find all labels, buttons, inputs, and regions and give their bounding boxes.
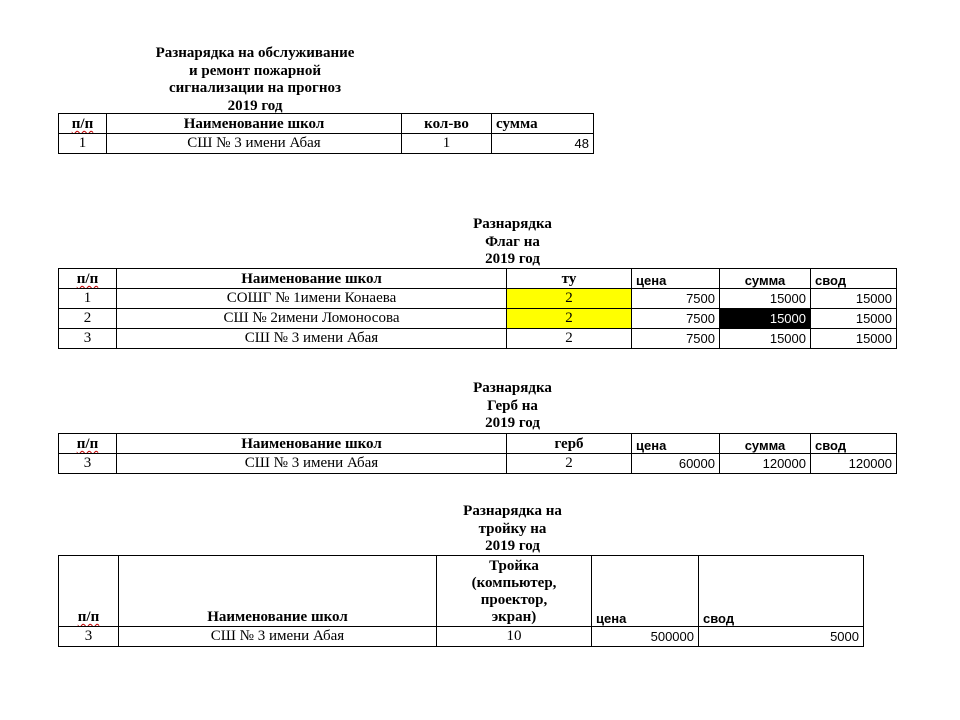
header-school: Наименование школ [117,434,507,454]
header-sum: сумма [492,114,594,134]
cell-school: СОШГ № 1имени Конаева [226,290,397,306]
header-sum: сумма [720,434,811,454]
cell-num[interactable]: 3 [59,627,119,647]
header-qty: кол-во [402,114,492,134]
table-header-row [59,434,897,454]
header-qty: ту [507,269,632,289]
cell-num[interactable]: 1 [59,134,107,154]
cell-qty[interactable]: 2 [507,289,632,309]
cell-price[interactable]: 60000 [632,454,720,474]
cell-school[interactable]: СШ № 3 имени Абая [117,329,507,349]
cell-num[interactable]: 3 [59,329,117,349]
cell-num[interactable]: 1 [59,289,117,309]
header-num: п/п [71,116,94,132]
cell-qty[interactable]: 2 [507,454,632,474]
header-sum: сумма [720,269,811,289]
header-total: свод [811,434,897,454]
cell-school[interactable]: СШ № 2имени Ломоносова [117,309,507,329]
header-total: свод [699,556,864,627]
cell-total[interactable]: 15000 [811,309,897,329]
cell-total[interactable]: 5000 [699,627,864,647]
section1-table [58,113,594,154]
cell-qty[interactable]: 1 [402,134,492,154]
table-row [59,309,897,329]
header-school: Наименование школ [117,269,507,289]
cell-sum[interactable]: 48 [492,134,594,154]
table-row [59,289,897,309]
section3-table [58,433,897,474]
header-price: цена [632,269,720,289]
cell-sum[interactable]: 15000 [720,289,811,309]
header-num: п/п [76,436,99,452]
header-school: Наименование школ [107,114,402,134]
table-row [59,454,897,474]
cell-price[interactable]: 7500 [632,309,720,329]
header-troika: Тройка (компьютер, проектор, экран) [437,556,592,627]
cell-total[interactable]: 15000 [811,289,897,309]
table-row [59,329,897,349]
table-header-row [59,114,594,134]
header-total: свод [811,269,897,289]
section4-table [58,555,864,647]
table-header-row [59,269,897,289]
cell-num[interactable]: 2 [59,309,117,329]
header-price: цена [632,434,720,454]
section4-title: Разнарядка на тройку на 2019 год [463,503,562,554]
cell-qty[interactable]: 2 [507,329,632,349]
section2-table [58,268,897,349]
cell-sum[interactable]: 15000 [720,329,811,349]
cell-school[interactable]: СШ № 3 имени Абая [119,627,437,647]
cell-num[interactable]: 3 [59,454,117,474]
header-num: п/п [76,271,99,287]
header-price: цена [592,556,699,627]
section2-title: Разнарядка Флаг на 2019 год [473,216,552,267]
table-row [59,627,864,647]
section3-title: Разнарядка Герб на 2019 год [473,380,552,431]
header-qty: герб [507,434,632,454]
cell-qty[interactable]: 2 [507,309,632,329]
cell-sum[interactable]: 120000 [720,454,811,474]
cell-price[interactable]: 7500 [632,289,720,309]
cell-price[interactable]: 500000 [592,627,699,647]
cell-total[interactable]: 120000 [811,454,897,474]
section1-title: Разнарядка на обслуживание и ремонт пожарной сигнализации на прогноз 2019 год [155,45,355,114]
cell-qty[interactable]: 10 [437,627,592,647]
cell-price[interactable]: 7500 [632,329,720,349]
table-header-row [59,556,864,627]
cell-school[interactable]: СШ № 3 имени Абая [117,454,507,474]
cell-total[interactable]: 15000 [811,329,897,349]
cell-school[interactable]: СШ № 3 имени Абая [107,134,402,154]
table-row [59,134,594,154]
header-school: Наименование школ [119,556,437,627]
cell-sum-selected[interactable]: 15000 [720,309,811,329]
header-num: п/п [77,609,100,625]
